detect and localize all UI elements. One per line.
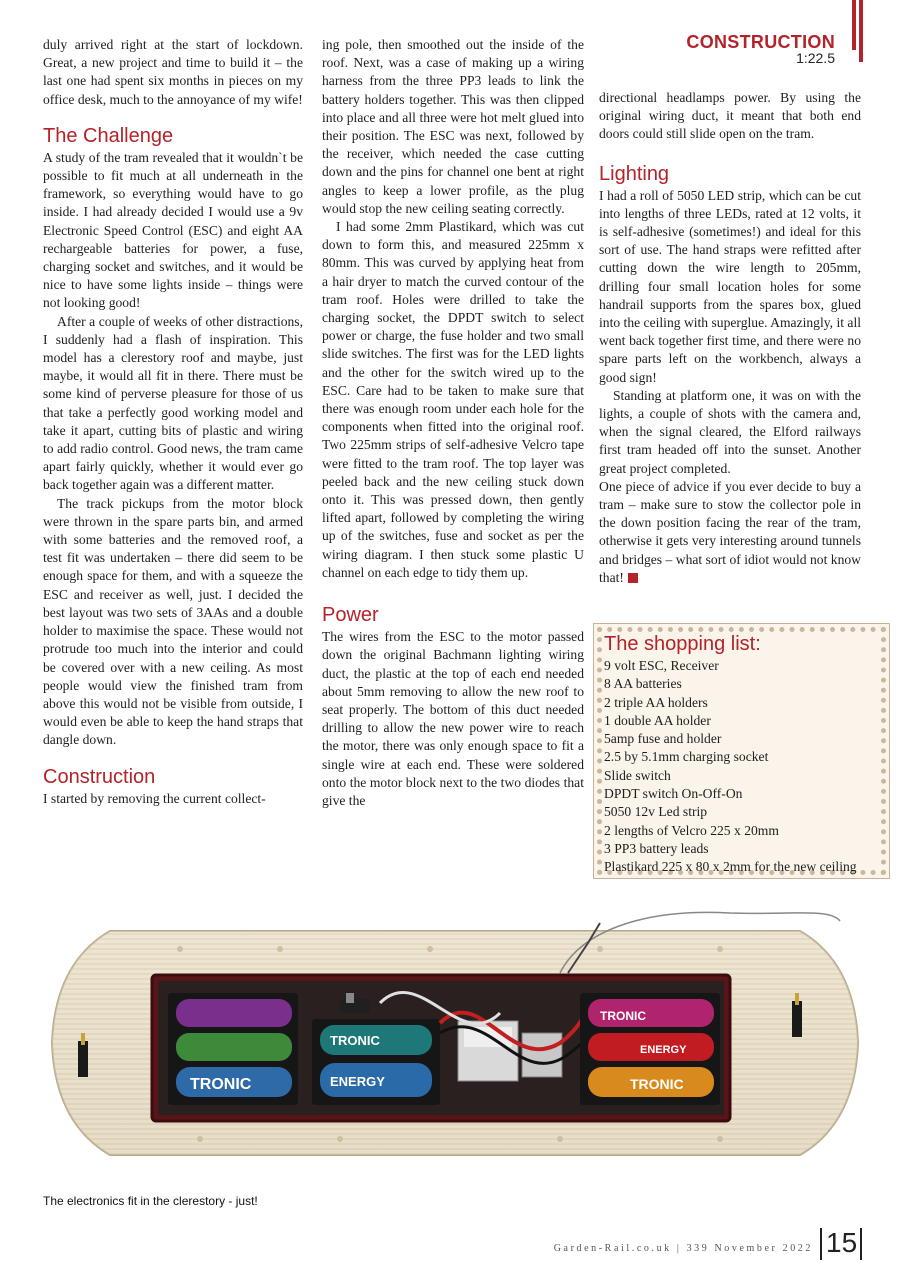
footer-divider xyxy=(860,1228,862,1260)
article-column-1 xyxy=(43,36,303,808)
heading-power: Power xyxy=(322,604,379,627)
body-paragraph: I had some 2mm Plastikard, which was cut down to form this, and measured 225mm x 80mm. This was curved by applying heat from a hair dryer to match the curved contour of the tram roof. Holes were drilled to take the charging socket, the DPDT switch to select power or charge, the fuse holder and two small slide switches. The first was for the LED lights and the other for the switch wired up to the ESC. Care had to be taken to make sure that there was enough room under each hole for the components when fitted into the original roof. Two 225mm strips of self-adhesive Velcro tape were fitted to the tram roof. The top layer was peeled back and the new ceiling stuck down onto it. This was pressed down, then gently lifted apart, followed by completing the wiring up of the switches, fuse and socket as per the wiring diagram. I then stuck some plastic U channel on each edge to tidy them up. xyxy=(322,219,584,580)
body-text: One piece of advice if you ever decide to buy a tram – make sure to stow the collector pole in the down position facing the rear of the tram, otherwise it gets very interesting around tunnels and bridges – what sort of idiot would not know that! xyxy=(599,478,861,585)
article-end-mark xyxy=(628,573,638,583)
battery-label: TRONIC xyxy=(330,1033,380,1048)
footer-divider xyxy=(820,1228,822,1260)
body-paragraph: The track pickups from the motor block were thrown in the spare parts bin, and armed with some batteries and the removed roof, a test fit was undertaken – there did seem to be enough space for them, and with a squeeze the ESC and receiver as well, just. I decided the best layout was two sets of 3AAs and a double holder to maximise the space. These would not protrude too much into the interior and could be covered over with a new ceiling. As most people would view the finished tram from above this would not be visible from outside, I would even be able to keep the hand straps that dangle down. xyxy=(43,495,303,748)
battery-label: ENERGY xyxy=(640,1044,687,1056)
edge-accent-bar xyxy=(859,0,863,62)
battery-label: TRONIC xyxy=(630,1076,684,1092)
list-item: 5amp fuse and holder xyxy=(604,731,722,747)
battery-label: TRONIC xyxy=(190,1076,252,1093)
body-paragraph: directional headlamps power. By using the original wiring duct, it meant that both end doors could still slide open on the tram. xyxy=(599,90,861,142)
body-paragraph xyxy=(599,478,861,587)
shopping-list-title: The shopping list: xyxy=(604,633,761,655)
body-paragraph: A study of the tram revealed that it wouldn`t be possible to fit much at all underneath in the framework, so everything would have to go inside. I had already decided I would use a 9v Electronic Speed Control (ESC) and eight AA rechargeable batteries for power, a fuse, charging socket and switches, and it would be nice to have some lights inside – things were not looking good! xyxy=(43,149,303,311)
list-item: 2 lengths of Velcro 225 x 20mm xyxy=(604,822,779,838)
list-item: 5050 12v Led strip xyxy=(604,804,708,820)
list-item: 1 double AA holder xyxy=(604,712,711,728)
body-paragraph: After a couple of weeks of other distractions, I suddenly had a flash of inspiration. This model has a clerestory roof and maybe, just maybe, it would all fit in there. There must be some kind of perverse pleasure for those of us that take a perfectly good working model and take it apart, cutting bits of plastic and wiring to add radio control. Good news, the tram came apart fairly quickly, whether it would ever go back together again was a different matter. xyxy=(43,313,303,493)
shopping-list xyxy=(604,657,883,877)
footer-publication: Garden-Rail.co.uk | 339 November 2022 xyxy=(553,1243,813,1254)
body-paragraph: duly arrived right at the start of lockdown. Great, a new project and time to build it – the last one had spent six months in pieces on my office desk, much to the annoyance of my wife! xyxy=(43,37,303,107)
body-paragraph: I had a roll of 5050 LED strip, which can be cut into lengths of three LEDs, rated at 12 volts, it is self-adhesive (sometimes!) and ideal for this sort of use. The hand straps were refitted after cutting down the wire length to 205mm, drilling four small location holes for some handrail supports from the spares box, glued into the ceiling with superglue. Amazingly, it all went back together first time, and there were no spare parts left on the workbench, always a good sign! xyxy=(599,187,862,385)
tram-roof-photo xyxy=(40,903,870,1183)
list-item: 2 triple AA holders xyxy=(604,694,708,710)
section-header xyxy=(686,33,835,65)
edge-accent-bar xyxy=(852,0,856,50)
list-item: 8 AA batteries xyxy=(604,676,682,692)
article-column-2 xyxy=(322,36,584,810)
body-paragraph: I started by removing the current collect- xyxy=(43,790,266,806)
list-item: Plastikard 225 x 80 x 2mm for the new ceiling xyxy=(604,859,857,875)
heading-lighting: Lighting xyxy=(599,162,670,185)
heading-construction: Construction xyxy=(43,765,156,788)
shopping-list-box xyxy=(593,623,890,879)
battery-label: TRONIC xyxy=(600,1009,646,1023)
list-item: DPDT switch On-Off-On xyxy=(604,786,743,802)
body-paragraph: Standing at platform one, it was on with the lights, a couple of shots with the camera and, when the signal cleared, the Elford railways first tram headed off into the sunset. Another great project completed. xyxy=(599,387,861,476)
list-item: 2.5 by 5.1mm charging socket xyxy=(604,749,769,765)
body-paragraph: ing pole, then smoothed out the inside of the roof. Next, was a case of making up a wiring harness from the three PP3 leads to link the battery holders together. This was then clipped into place and all three were hot melt glued into their position. The ESC was next, followed by the receiver, which needed the case cutting down and the pins for channel one bent at right angles to keep a lower profile, as the plug would stop the new ceiling seating correctly. xyxy=(322,37,584,216)
tram-roof-illustration xyxy=(40,903,870,1183)
article-column-3 xyxy=(599,89,861,587)
page-number: 15 xyxy=(826,1227,858,1258)
list-item: 9 volt ESC, Receiver xyxy=(604,658,719,673)
scale-label: 1:22.5 xyxy=(796,50,835,66)
heading-the-challenge: The Challenge xyxy=(43,124,174,147)
body-paragraph: The wires from the ESC to the motor passed down the original Bachmann lighting wiring duct, the plastic at the top of each end needed about 5mm removing to allow the new roof to seat properly. The bottom of this duct needed drilling to allow the new power wire to reach the motor, there was only enough space to fit a single wire at each end. These were soldered onto the motor block next to the two diodes that give the xyxy=(322,629,584,808)
photo-caption: The electronics fit in the clerestory - just! xyxy=(43,1194,258,1208)
list-item: 3 PP3 battery leads xyxy=(604,840,709,856)
battery-label: ENERGY xyxy=(330,1074,385,1089)
section-title: CONSTRUCTION xyxy=(686,32,835,52)
list-item: Slide switch xyxy=(604,767,671,783)
